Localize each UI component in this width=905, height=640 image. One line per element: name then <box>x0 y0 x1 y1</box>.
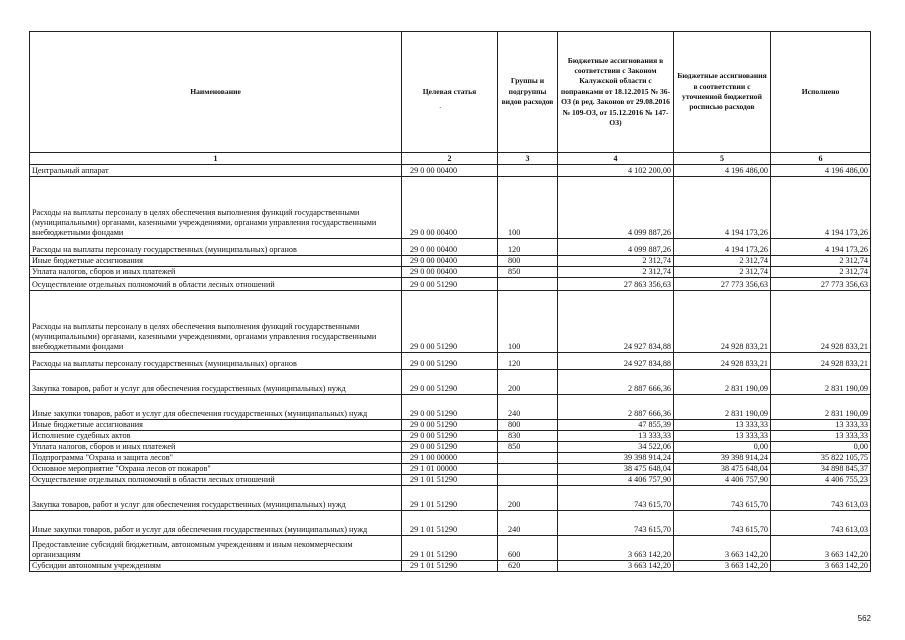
row-executed-amount: 2 831 190,09 <box>771 370 871 395</box>
header-target: Целевая статья <box>402 32 498 153</box>
row-budget-amount: 4 194 173,26 <box>674 239 771 256</box>
page-number: 562 <box>857 614 871 623</box>
header-done: Исполнено <box>771 32 871 153</box>
row-target-code: 29 0 00 51290 <box>402 353 498 370</box>
row-target-code: 29 1 01 00000 <box>402 464 498 475</box>
row-executed-amount: 743 613,03 <box>771 486 871 511</box>
colnum-3: 3 <box>498 153 558 165</box>
row-group-code <box>498 165 558 177</box>
row-law-amount: 4 102 200,00 <box>558 165 674 177</box>
row-executed-amount: 4 194 173,26 <box>771 177 871 239</box>
row-law-amount: 2 312,74 <box>558 267 674 278</box>
row-executed-amount: 13 333,33 <box>771 431 871 442</box>
row-group-code: 850 <box>498 267 558 278</box>
table-row <box>30 370 871 395</box>
row-target-code: 29 1 01 51290 <box>402 475 498 486</box>
colnum-5: 5 <box>674 153 771 165</box>
row-law-amount: 4 099 887,26 <box>558 239 674 256</box>
table-row <box>30 486 871 511</box>
row-law-amount: 24 927 834,88 <box>558 291 674 353</box>
row-law-amount: 47 855,39 <box>558 420 674 431</box>
row-target-code: 29 0 00 51290 <box>402 442 498 453</box>
row-budget-amount: 2 312,74 <box>674 267 771 278</box>
row-group-code: 600 <box>498 536 558 561</box>
table-body <box>30 165 871 572</box>
row-name: Расходы на выплаты персоналу в целях обеспечения выполнения функций государственными (муниципальными) органами, казенными учреждениями, органами управления государственными внебюджетными фондами <box>30 291 402 353</box>
row-name: Подпрограмма "Охрана и защита лесов" <box>30 453 402 464</box>
row-law-amount: 743 615,70 <box>558 486 674 511</box>
row-executed-amount: 34 898 845,37 <box>771 464 871 475</box>
row-budget-amount: 39 398 914,24 <box>674 453 771 464</box>
row-target-code: 29 0 00 00400 <box>402 177 498 239</box>
row-executed-amount: 27 773 356,63 <box>771 278 871 291</box>
row-name: Иные закупки товаров, работ и услуг для обеспечения государственных (муниципальных) нужд <box>30 511 402 536</box>
row-name: Уплата налогов, сборов и иных платежей <box>30 267 402 278</box>
table-row <box>30 442 871 453</box>
row-law-amount: 27 863 356,63 <box>558 278 674 291</box>
colnum-4: 4 <box>558 153 674 165</box>
row-name: Закупка товаров, работ и услуг для обеспечения государственных (муниципальных) нужд <box>30 370 402 395</box>
row-executed-amount: 4 194 173,26 <box>771 239 871 256</box>
row-law-amount: 2 312,74 <box>558 256 674 267</box>
row-budget-amount: 38 475 648,04 <box>674 464 771 475</box>
row-name: Расходы на выплаты персоналу государственных (муниципальных) органов <box>30 353 402 370</box>
row-name: Осуществление отдельных полномочий в области лесных отношений <box>30 278 402 291</box>
header-row <box>30 32 871 153</box>
row-group-code: 800 <box>498 420 558 431</box>
row-law-amount: 3 663 142,20 <box>558 536 674 561</box>
row-law-amount: 24 927 834,88 <box>558 353 674 370</box>
colnum-2: 2 <box>402 153 498 165</box>
row-group-code: 830 <box>498 431 558 442</box>
row-group-code: 200 <box>498 486 558 511</box>
row-budget-amount: 3 663 142,20 <box>674 536 771 561</box>
row-target-code: 29 0 00 51290 <box>402 431 498 442</box>
row-executed-amount: 4 196 486,00 <box>771 165 871 177</box>
header-groups: Группы и подгруппы видов расходов <box>498 32 558 153</box>
row-name: Расходы на выплаты персоналу в целях обеспечения выполнения функций государственными (муниципальными) органами, казенными учреждениями, органами управления государственными внебюджетными фондами <box>30 177 402 239</box>
row-budget-amount: 13 333,33 <box>674 431 771 442</box>
table-row <box>30 177 871 239</box>
row-law-amount: 2 887 666,36 <box>558 395 674 420</box>
row-executed-amount: 3 663 142,20 <box>771 536 871 561</box>
row-target-code: 29 0 00 51290 <box>402 278 498 291</box>
header-budget: Бюджетные ассигнования в соответствии с уточненной бюджетной росписью расходов <box>674 32 771 153</box>
header-name: Наименование <box>30 32 402 153</box>
row-group-code: 120 <box>498 353 558 370</box>
row-target-code: 29 1 00 00000 <box>402 453 498 464</box>
row-group-code: 800 <box>498 256 558 267</box>
row-law-amount: 34 522,06 <box>558 442 674 453</box>
colnum-6: 6 <box>771 153 871 165</box>
row-target-code: 29 0 00 51290 <box>402 291 498 353</box>
row-law-amount: 2 887 666,36 <box>558 370 674 395</box>
row-name: Предоставление субсидий бюджетным, автономным учреждениям и иным некоммерческим организациям <box>30 536 402 561</box>
row-name: Иные бюджетные ассигнования <box>30 420 402 431</box>
row-group-code: 100 <box>498 177 558 239</box>
row-target-code: 29 0 00 00400 <box>402 256 498 267</box>
row-executed-amount: 35 822 105,75 <box>771 453 871 464</box>
row-law-amount: 38 475 648,04 <box>558 464 674 475</box>
table-row <box>30 278 871 291</box>
table-row <box>30 464 871 475</box>
row-executed-amount: 2 831 190,09 <box>771 395 871 420</box>
row-name: Расходы на выплаты персоналу государственных (муниципальных) органов <box>30 239 402 256</box>
row-target-code: 29 0 00 51290 <box>402 420 498 431</box>
row-group-code: 100 <box>498 291 558 353</box>
row-name: Закупка товаров, работ и услуг для обеспечения государственных (муниципальных) нужд <box>30 486 402 511</box>
row-law-amount: 743 615,70 <box>558 511 674 536</box>
row-law-amount: 39 398 914,24 <box>558 453 674 464</box>
row-budget-amount: 4 406 757,90 <box>674 475 771 486</box>
table-row <box>30 431 871 442</box>
row-executed-amount: 4 406 755,23 <box>771 475 871 486</box>
row-group-code <box>498 475 558 486</box>
row-executed-amount: 2 312,74 <box>771 267 871 278</box>
row-group-code: 850 <box>498 442 558 453</box>
row-target-code: 29 1 01 51290 <box>402 561 498 572</box>
budget-table-sheet <box>29 31 870 572</box>
row-budget-amount: 0,00 <box>674 442 771 453</box>
row-name: Осуществление отдельных полномочий в области лесных отношений <box>30 475 402 486</box>
row-budget-amount: 3 663 142,20 <box>674 561 771 572</box>
row-name: Иные бюджетные ассигнования <box>30 256 402 267</box>
row-group-code: 240 <box>498 395 558 420</box>
row-budget-amount: 2 831 190,09 <box>674 370 771 395</box>
table-row <box>30 453 871 464</box>
table-row <box>30 475 871 486</box>
row-name: Уплата налогов, сборов и иных платежей <box>30 442 402 453</box>
row-name: Исполнение судебных актов <box>30 431 402 442</box>
row-budget-amount: 2 312,74 <box>674 256 771 267</box>
row-executed-amount: 2 312,74 <box>771 256 871 267</box>
row-law-amount: 4 099 887,26 <box>558 177 674 239</box>
row-law-amount: 4 406 757,90 <box>558 475 674 486</box>
row-target-code: 29 1 01 51290 <box>402 536 498 561</box>
row-group-code: 200 <box>498 370 558 395</box>
header-law: Бюджетные ассигнования в соответствии с Законом Калужской области с поправками от 18.12.2015 № 36-ОЗ (в ред. Законов от 29.08.2016 № 109-ОЗ, от 15.12.2016 № 147-ОЗ) <box>558 32 674 153</box>
colnum-1: 1 <box>30 153 402 165</box>
row-target-code: 29 0 00 00400 <box>402 267 498 278</box>
table-row <box>30 536 871 561</box>
table-row <box>30 561 871 572</box>
row-name: Иные закупки товаров, работ и услуг для обеспечения государственных (муниципальных) нужд <box>30 395 402 420</box>
table-row <box>30 395 871 420</box>
row-budget-amount: 743 615,70 <box>674 511 771 536</box>
row-group-code <box>498 278 558 291</box>
table-row <box>30 353 871 370</box>
row-target-code: 29 0 00 51290 <box>402 370 498 395</box>
table-row <box>30 291 871 353</box>
row-executed-amount: 3 663 142,20 <box>771 561 871 572</box>
row-budget-amount: 13 333,33 <box>674 420 771 431</box>
table-row <box>30 165 871 177</box>
row-executed-amount: 24 928 833,21 <box>771 291 871 353</box>
row-group-code <box>498 464 558 475</box>
row-name: Субсидии автономным учреждениям <box>30 561 402 572</box>
table-row <box>30 239 871 256</box>
row-budget-amount: 2 831 190,09 <box>674 395 771 420</box>
row-name: Основное мероприятие "Охрана лесов от пожаров" <box>30 464 402 475</box>
row-name: Центральный аппарат <box>30 165 402 177</box>
row-law-amount: 13 333,33 <box>558 431 674 442</box>
row-executed-amount: 24 928 833,21 <box>771 353 871 370</box>
budget-table <box>29 31 871 572</box>
row-budget-amount: 743 615,70 <box>674 486 771 511</box>
row-group-code <box>498 453 558 464</box>
row-target-code: 29 1 01 51290 <box>402 511 498 536</box>
row-group-code: 120 <box>498 239 558 256</box>
stray-mark: · <box>439 104 442 112</box>
row-target-code: 29 1 01 51290 <box>402 486 498 511</box>
row-law-amount: 3 663 142,20 <box>558 561 674 572</box>
row-budget-amount: 4 194 173,26 <box>674 177 771 239</box>
row-group-code: 240 <box>498 511 558 536</box>
row-budget-amount: 27 773 356,63 <box>674 278 771 291</box>
table-row <box>30 267 871 278</box>
table-row <box>30 511 871 536</box>
row-executed-amount: 13 333,33 <box>771 420 871 431</box>
row-target-code: 29 0 00 00400 <box>402 165 498 177</box>
row-budget-amount: 24 928 833,21 <box>674 291 771 353</box>
row-executed-amount: 743 613,03 <box>771 511 871 536</box>
row-executed-amount: 0,00 <box>771 442 871 453</box>
table-row <box>30 420 871 431</box>
row-target-code: 29 0 00 51290 <box>402 395 498 420</box>
row-budget-amount: 24 928 833,21 <box>674 353 771 370</box>
row-group-code: 620 <box>498 561 558 572</box>
column-number-row <box>30 153 871 165</box>
row-target-code: 29 0 00 00400 <box>402 239 498 256</box>
row-budget-amount: 4 196 486,00 <box>674 165 771 177</box>
table-row <box>30 256 871 267</box>
